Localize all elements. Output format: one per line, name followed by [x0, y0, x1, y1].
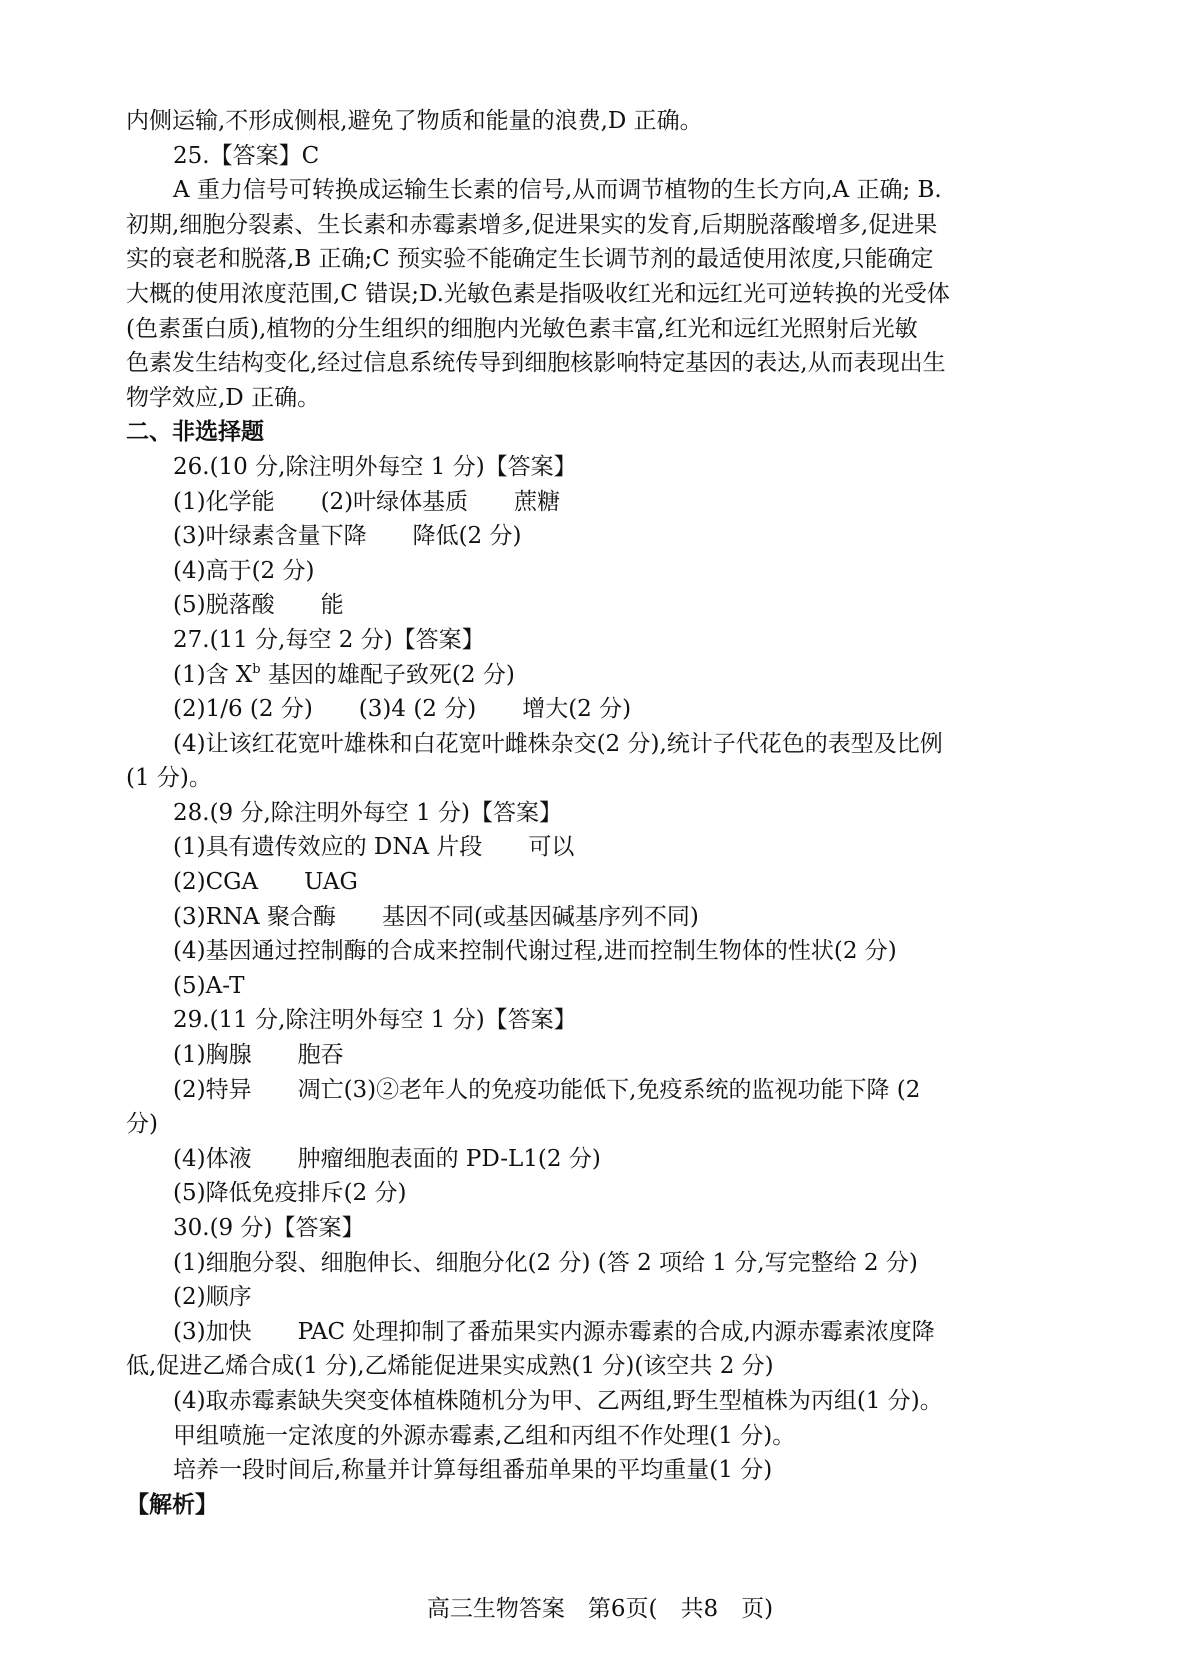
- question-27-heading: 27.(11 分,每空 2 分)【答案】: [173, 626, 485, 653]
- text-line: (4)体液 肿瘤细胞表面的 PD-L1(2 分): [173, 1145, 601, 1172]
- text-line: 大概的使用浓度范围,C 错误;D.光敏色素是指吸收红光和远红光可逆转换的光受体: [126, 280, 950, 307]
- analysis-heading: 【解析】: [126, 1490, 218, 1518]
- text-line: 物学效应,D 正确。: [126, 384, 321, 411]
- question-28-heading: 28.(9 分,除注明外每空 1 分)【答案】: [173, 799, 563, 826]
- answer-content: [126, 104, 1081, 1522]
- text-line: (5)A-T: [173, 972, 245, 999]
- text-line: (2)特异 凋亡(3)②老年人的免疫功能低下,免疫系统的监视功能下降 (2: [173, 1076, 921, 1103]
- text-line: 甲组喷施一定浓度的外源赤霉素,乙组和丙组不作处理(1 分)。: [173, 1422, 796, 1449]
- text-line: (4)高于(2 分): [173, 557, 315, 584]
- text-line: 初期,细胞分裂素、生长素和赤霉素增多,促进果实的发育,后期脱落酸增多,促进果: [126, 211, 938, 238]
- text-line: (4)取赤霉素缺失突变体植株随机分为甲、乙两组,野生型植株为丙组(1 分)。: [173, 1387, 943, 1414]
- text-fragment: 基因的雄配子致死(2 分): [260, 661, 515, 688]
- text-line: 分): [126, 1111, 158, 1138]
- text-line: A 重力信号可转换成运输生长素的信号,从而调节植物的生长方向,A 正确; B.: [173, 177, 942, 204]
- text-line: (1 分)。: [126, 765, 212, 792]
- text-line: (2)CGA UAG: [173, 869, 358, 896]
- question-30-heading: 30.(9 分)【答案】: [173, 1215, 365, 1241]
- text-line: (3)加快 PAC 处理抑制了番茄果实内源赤霉素的合成,内源赤霉素浓度降: [173, 1318, 935, 1345]
- section-heading: 二、非选择题: [126, 418, 264, 446]
- text-line: (2)顺序: [173, 1284, 252, 1311]
- question-26-heading: 26.(10 分,除注明外每空 1 分)【答案】: [173, 453, 577, 480]
- text-line: 培养一段时间后,称量并计算每组番茄单果的平均重量(1 分): [173, 1457, 773, 1484]
- text-line: (1)化学能 (2)叶绿体基质 蔗糖: [173, 488, 561, 515]
- text-line: 内侧运输,不形成侧根,避免了物质和能量的浪费,D 正确。: [126, 108, 703, 134]
- text-line: (3)RNA 聚合酶 基因不同(或基因碱基序列不同): [173, 903, 699, 930]
- text-line: (1)胸腺 胞吞: [173, 1042, 344, 1069]
- question-29-heading: 29.(11 分,除注明外每空 1 分)【答案】: [173, 1007, 577, 1034]
- text-line: (1)细胞分裂、细胞伸长、细胞分化(2 分) (答 2 项给 1 分,写完整给 2 分): [173, 1249, 918, 1276]
- text-line: (2)1/6 (2 分) (3)4 (2 分) 增大(2 分): [173, 696, 632, 723]
- text-fragment: (1)含 X: [173, 661, 253, 688]
- text-line: (4)基因通过控制酶的合成来控制代谢过程,进而控制生物体的性状(2 分): [173, 938, 897, 965]
- superscript: b: [252, 661, 261, 677]
- text-line: (4)让该红花宽叶雄株和白花宽叶雌株杂交(2 分),统计子代花色的表型及比例: [173, 730, 943, 757]
- text-line: (1)具有遗传效应的 DNA 片段 可以: [173, 834, 575, 861]
- text-line: 实的衰老和脱落,B 正确;C 预实验不能确定生长调节剂的最适使用浓度,只能确定: [126, 246, 934, 273]
- text-line: 低,促进乙烯合成(1 分),乙烯能促进果实成熟(1 分)(该空共 2 分): [126, 1353, 774, 1380]
- text-line: (5)脱落酸 能: [173, 592, 344, 619]
- text-line: (3)叶绿素含量下降 降低(2 分): [173, 523, 522, 550]
- question-25-heading: 25.【答案】C: [173, 142, 320, 169]
- page-footer: 高三生物答案 第6页( 共8 页): [426, 1596, 774, 1622]
- text-line: (色素蛋白质),植物的分生组织的细胞内光敏色素丰富,红光和远红光照射后光敏: [126, 315, 918, 342]
- text-line: 色素发生结构变化,经过信息系统传导到细胞核影响特定基因的表达,从而表现出生: [126, 350, 946, 377]
- text-line: (5)降低免疫排斥(2 分): [173, 1180, 407, 1207]
- text-line: [126, 658, 1081, 693]
